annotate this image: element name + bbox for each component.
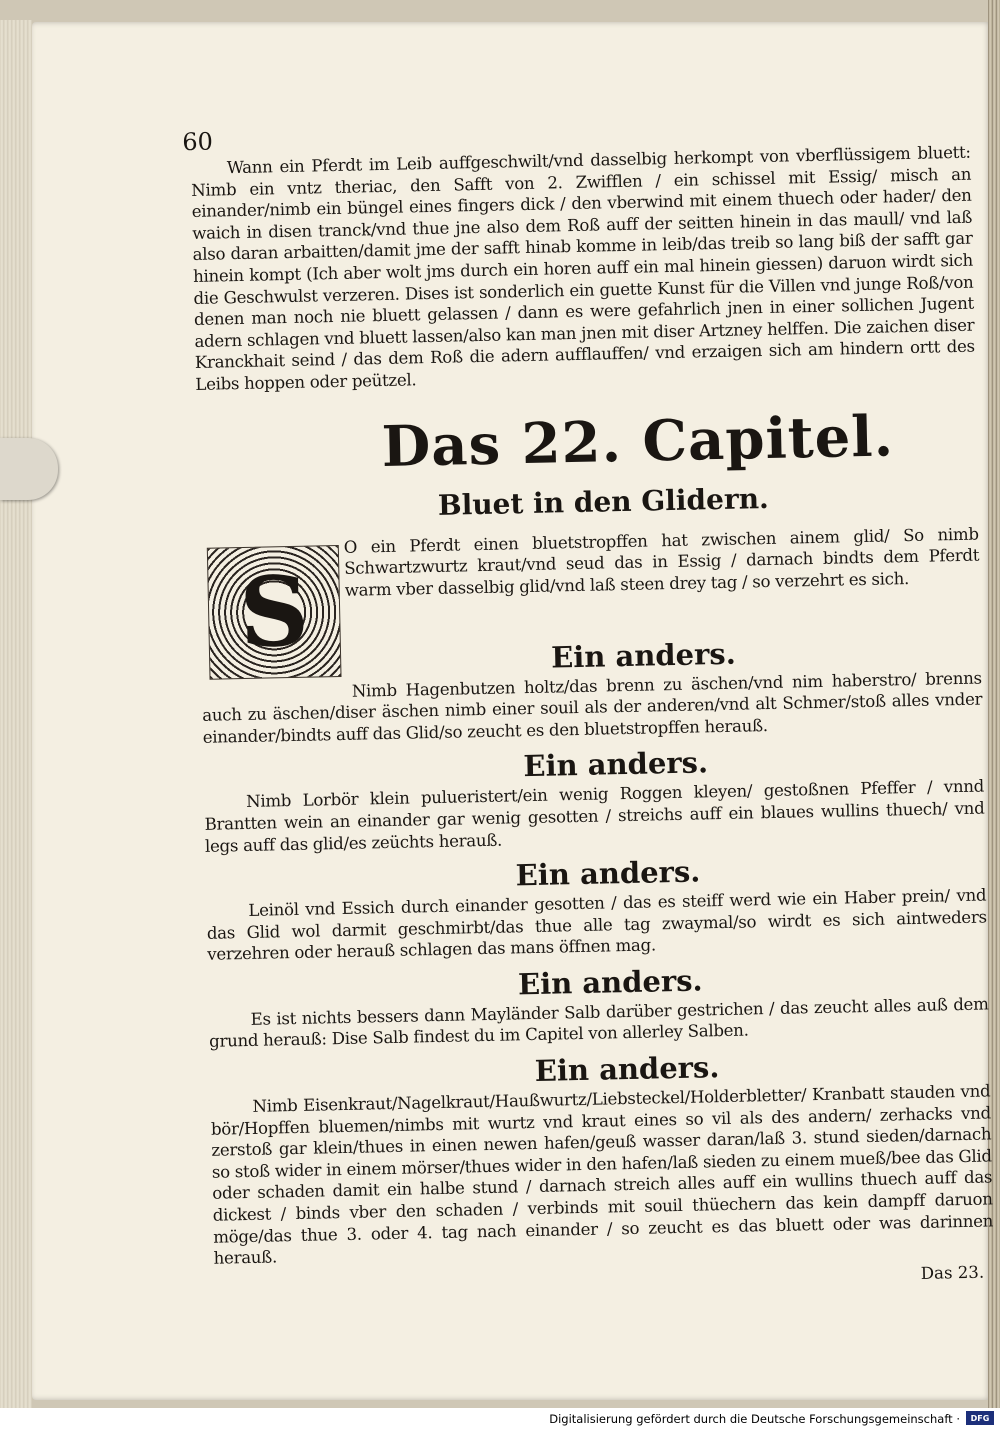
heading-ein-anders-1: Ein anders. (550, 636, 737, 675)
book-page-edges (0, 20, 32, 1408)
decorated-initial (207, 545, 342, 680)
book-clamp (0, 438, 58, 500)
remedy-paragraph-2: Nimb Lorbör klein pulueristert/ein wenig Roggen kleyen/ gestoßnen Pfeffer / vnnd Brantten wein an einander gar wenig gesotten / streichs auff ein blaues wullins thuech/ vnd legs auff das glid/es zeüchts herauß. (204, 776, 985, 856)
drop-initial-letter: S (238, 554, 310, 670)
chapter-title: Das 22. Capitel. (381, 402, 895, 480)
opening-paragraph: Wann ein Pferdt im Leib auffgeschwilt/vnd dasselbig herkompt von vberflüssigem bluett: Nimb ein vntz theriac, den Safft von 2. Zwifflen / ein schissel mit Essig/ misch an einander/nimb ein büngel eines fingers dick / den vberwind mit einem thuech oder hader/ den waich in disen tranck/vnd thue jne also dem Roß auff der seitten hinein in das maull/ vnd laß also daran arbaitten/damit jme der safft hinab komme in leib/das treib so lang biß der safft gar hinein kompt (Ich aber wolt jms durch ein horen auff ein mal hinein giessen) daruon wirdt sich die Geschwulst verzeren. Dises ist sonderlich ein guette Kunst für die Villen vnd junge Roß/von denen man noch nie bluett gelassen / dann es were gefahrlich jnen in einer sollichen Jugent adern schlagen vnd bluett lassen/also kan man jnen mit diser Artzney helffen. Die zaichen diser Kranckhait seind / das dem Roß die adern aufflauffen/ vnd erzaigen sich am hindern ortt des Leibs hoppen oder peützel. (191, 142, 975, 394)
page-content (182, 112, 994, 1283)
chapter-subtitle: Bluet in den Glidern. (437, 481, 770, 522)
page-number: 60 (182, 127, 214, 157)
footer-credit: Digitalisierung gefördert durch die Deutsche Forschungsgemeinschaft · (549, 1412, 960, 1426)
dfg-logo: DFG (966, 1411, 994, 1425)
heading-ein-anders-5: Ein anders. (534, 1050, 720, 1089)
remedy-paragraph-1: Nimb Hagenbutzen holtz/das brenn zu äschen/vnd nim haberstro/ brenns auch zu äschen/diser äschen nimb einer souil als der anderen/vnd alt Schmer/stoß alles vnder einander/bindts auff das Glid/so zeucht es den bluetstropffen herauß. (202, 668, 983, 747)
footer-bar (0, 1408, 1000, 1429)
catchword: Das 23. (920, 1262, 985, 1283)
paragraph-blood-drop: O ein Pferdt einen bluetstropffen hat zwischen ainem glid/ So nimb Schwartzwurtz kraut/vnd seud das in Essig / darnach bindts dem Pferdt warm vber dasselbig glid/vnd laß steen drey tag / so verzehrt es sich. (343, 524, 980, 600)
heading-ein-anders-2: Ein anders. (523, 745, 709, 784)
heading-ein-anders-4: Ein anders. (517, 963, 703, 1002)
remedy-paragraph-5: Nimb Eisenkraut/Nagelkraut/Haußwurtz/Liebsteckel/Holderbletter/ Kranbatt stauden vnd bör/Hopffen bluemen/nimbs mit wurtz vnd kraut eines so vil als des andern/ zerhacks vnd zerstoß gar klein/thues in einen newen hafen/geuß wasser daran/laß 3. stund sieden/darnach so stoß wider in einem mörser/thues wider in den hafen/laß sieden zu einem mueß/bee das Glid oder schaden damit ein halbe stund / darnach streich alles auff ein wullins thuech auff das dickest / binds vber den schaden / verbinds mit souil thüechern das kein dampff daruon möge/das thue 3. oder 4. tag nach einander / so zeucht es das bluett oder was darinnen herauß. (210, 1081, 994, 1268)
heading-ein-anders-3: Ein anders. (515, 854, 701, 893)
remedy-paragraph-3: Leinöl vnd Essich durch einander gesotten / das es steiff werd wie ein Haber prein/ vnd das Glid wol darmit geschmirbt/das thue alle tag zwaymal/so wirdt es sich aintweders verzehren oder herauß schlagen das mans öffnen mag. (206, 885, 987, 965)
remedy-paragraph-4: Es ist nichts bessers dann Mayländer Salb darüber gestrichen / das zeucht alles auß dem grund herauß: Dise Salb findest du im Capitel von allerley Salben. (208, 994, 989, 1052)
